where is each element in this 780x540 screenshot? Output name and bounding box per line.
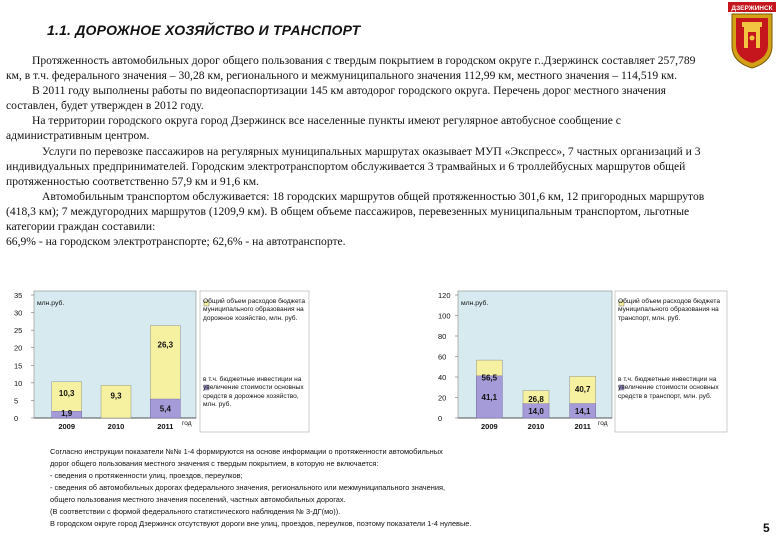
- y-tick-label: 0: [14, 414, 19, 423]
- y-tick-label: 20: [14, 343, 23, 353]
- data-label-total: 10,3: [58, 388, 75, 398]
- data-label-invest: 14,1: [574, 406, 591, 416]
- footnote: [50, 446, 720, 530]
- data-label-invest: 1,9: [61, 409, 73, 418]
- legend-total-transport: Общий объем расходов бюджета муниципального образования на транспорт, млн. руб.: [618, 298, 721, 322]
- paragraph-routes: Автомобильным транспортом обслуживается: 18 городских маршрутов общей протяженностью 301,6 км, 12 пригородных маршрутов (418,3 км); 7 междугородних маршрутов (1209,9 км). В общем объеме пассажиров, перевезенных муниципальным транспортом, льготные категории граждан составили:: [6, 189, 705, 234]
- x-tick-label: 2010: [107, 422, 125, 431]
- paragraph-road-length: Протяженность автомобильных дорог общего пользования с твердым покрытием в городском округе г..Дзержинск составляет 257,789 км, в т.ч. федерального значения – 30,28 км, регионального и межмуниципального значения 112,99 км, местного значения – 114,519 км.: [6, 54, 696, 83]
- city-crest-icon: [728, 2, 776, 70]
- footnote-line: (В соответствии с формой федерального статистического наблюдения № 3-ДГ(мо)).: [50, 507, 341, 516]
- legend-invest-road: в т.ч. бюджетные инвестиции на увеличение стоимости основных средств в дорожное хозяйство, млн. руб.: [203, 376, 304, 409]
- crest-label: ДЗЕРЖИНСК: [731, 5, 773, 12]
- x-tick-label: 2011: [574, 422, 591, 431]
- data-label-total: 26,3: [157, 340, 174, 350]
- y-tick-label: 10: [14, 378, 23, 388]
- page-title: 1.1. ДОРОЖНОЕ ХОЗЯЙСТВО И ТРАНСПОРТ: [47, 22, 361, 38]
- x-tick-label: 2011: [157, 422, 174, 431]
- bar-total: [101, 385, 131, 418]
- footnote-line: - сведения о протяженности улиц, проездов, переулков;: [50, 471, 243, 480]
- paragraph-bus-service: На территории городского округа город Дзержинск все населенные пункты имеют регулярное автобусное сообщение с административным центром.: [6, 114, 621, 143]
- x-tick-label: 2009: [58, 422, 76, 431]
- transport-expenses-chart: [428, 287, 728, 439]
- footnote-line: общего пользования местного значения поселений, частных автомобильных дорогах.: [50, 495, 346, 504]
- main-text: [6, 53, 706, 249]
- y-tick-label: 35: [14, 291, 23, 300]
- y-tick-label: 40: [438, 373, 447, 382]
- data-label-total: 9,3: [110, 391, 122, 401]
- road-expenses-chart: [4, 287, 310, 439]
- data-label-invest: 5,4: [159, 404, 171, 414]
- data-label-total: 26,8: [528, 395, 544, 405]
- data-label-invest: 14,0: [528, 406, 544, 416]
- footnote-line: - сведения об автомобильных дорогах федерального значения, регионального или межмуниципального значения,: [50, 483, 445, 492]
- y-tick-label: 100: [438, 311, 451, 321]
- y-tick-label: 60: [438, 352, 447, 362]
- footnote-line: Согласно инструкции показатели №№ 1-4 формируются на основе информации о протяженности автомобильных: [50, 447, 443, 456]
- y-tick-label: 5: [14, 396, 19, 406]
- data-label-invest: 41,1: [481, 392, 498, 402]
- x-tick-label: 2010: [527, 422, 545, 431]
- unit-label: млн.руб.: [37, 300, 65, 307]
- data-label-total: 40,7: [574, 384, 591, 394]
- unit-label: млн.руб.: [461, 300, 489, 307]
- paragraph-video-survey: В 2011 году выполнены работы по видеопаспортизации 145 км автодорог городского округа. Перечень дорог местного значения составлен, будет утвержден в 2012 году.: [6, 84, 667, 113]
- y-tick-label: 120: [438, 291, 451, 300]
- paragraph-benefits: 66,9% - на городском электротранспорте; 62,6% - на автотранспорте.: [6, 235, 346, 249]
- legend-invest-transport: в т.ч. бюджетные инвестиции на увеличение стоимости основных средств в транспорт, млн. руб.: [618, 376, 719, 400]
- legend-total-road: Общий объем расходов бюджета муниципального образования на дорожное хозяйство, млн. руб.: [203, 298, 306, 322]
- page-number: 5: [763, 521, 770, 535]
- y-tick-label: 25: [14, 326, 23, 336]
- x-tick-label: 2009: [480, 422, 498, 431]
- footnote-line: дорог общего пользования местного значения с твердым покрытием, в которую не включается:: [50, 459, 379, 468]
- footnote-line: В городском округе город Дзержинск отсутствуют дороги вне улиц, проездов, переулков, поэтому показатели 1-4 нулевые.: [50, 519, 472, 528]
- y-tick-label: 30: [14, 308, 23, 318]
- x-axis-label: год: [598, 420, 608, 427]
- y-tick-label: 15: [14, 361, 23, 371]
- data-label-total: 56,5: [481, 373, 498, 383]
- paragraph-carriers: Услуги по перевозке пассажиров на регулярных муниципальных маршрутах оказывает МУП «Экспресс», 7 частных организаций и 3 индивидуальных предпринимателей. Городским электротранспортом обслуживается 3 трамвайных и 6 троллейбусных маршрутов общей протяженностью соответственно 57,9 км и 91,6 км.: [6, 144, 701, 188]
- y-tick-label: 80: [438, 332, 447, 341]
- y-tick-label: 20: [438, 393, 447, 403]
- y-tick-label: 0: [438, 414, 443, 423]
- x-axis-label: год: [182, 420, 192, 427]
